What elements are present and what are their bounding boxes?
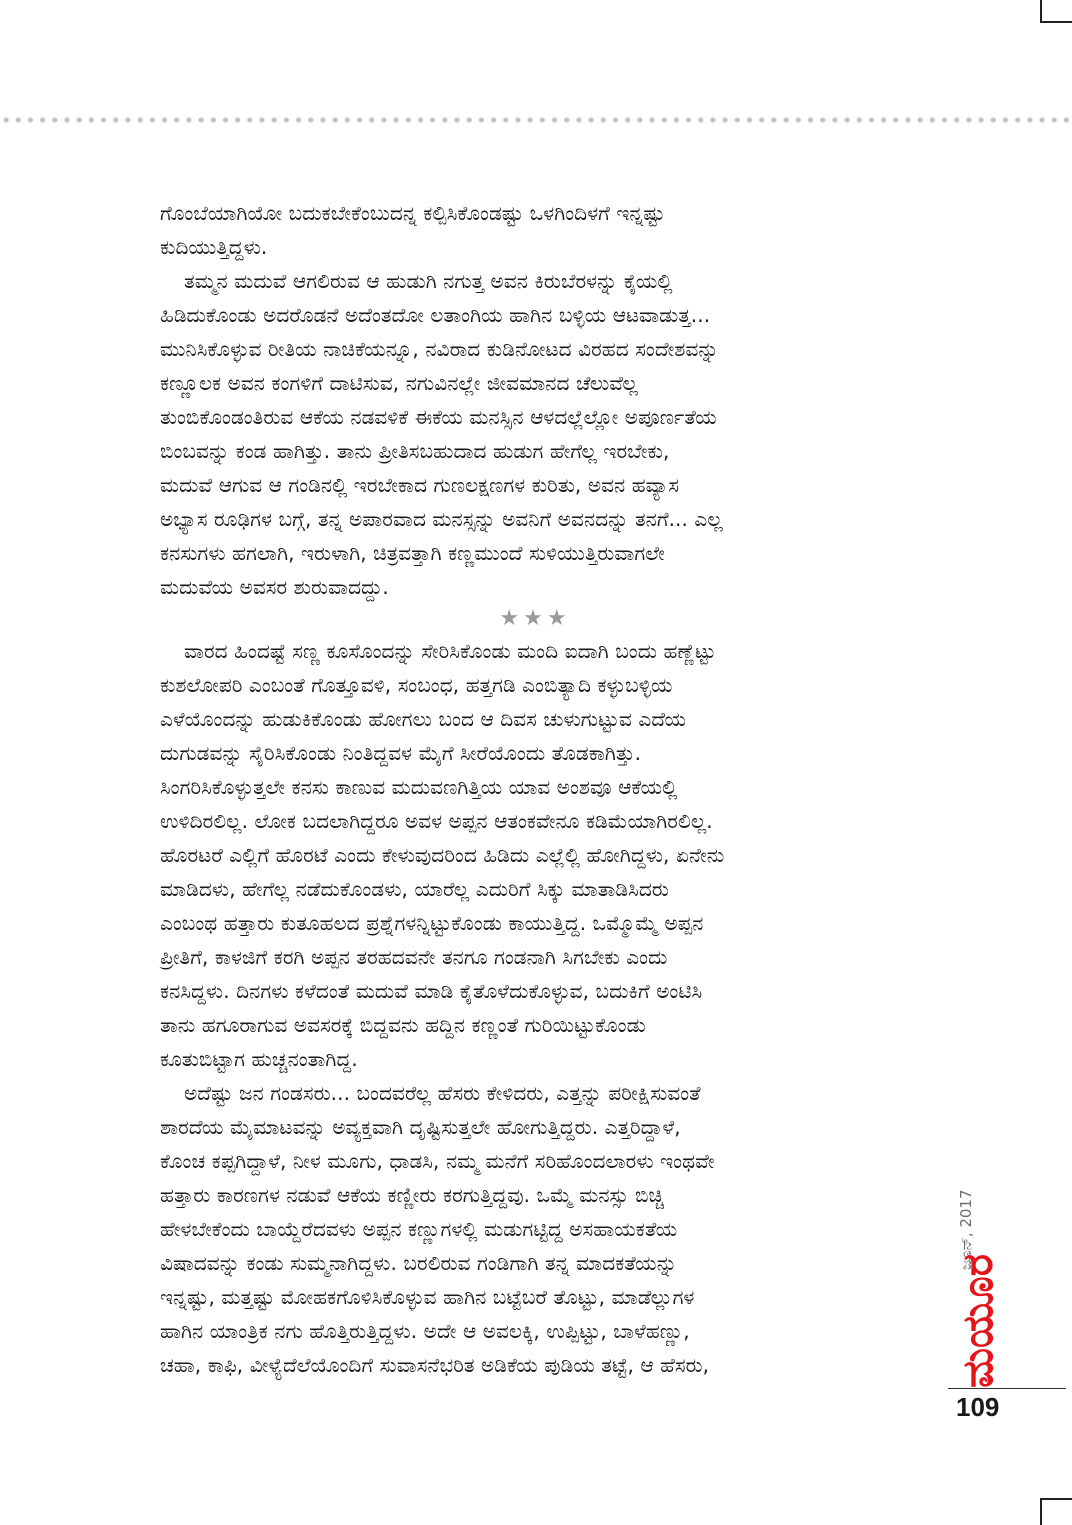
text-line: ಹಾಗಿನ ಯಾಂತ್ರಿಕ ನಗು ಹೊತ್ತಿರುತ್ತಿದ್ದಳು. ಅದೇ ಆ ಅವಲಕ್ಕಿ, ಉಪ್ಪಿಟ್ಟು, ಬಾಳೆಹಣ್ಣು,: [160, 1319, 690, 1343]
page-number-rule: [948, 1388, 1066, 1389]
text-line: ಗೊಂಬೆಯಾಗಿಯೋ ಬದುಕಬೇಕೆಂಬುದನ್ನ ಕಲ್ಪಿಸಿಕೊಂಡಷ್ಟು ಒಳಗಿಂದಿಳಗೆ ಇನ್ನಷ್ಟು: [160, 201, 665, 225]
text-line: ಹೇಳಬೇಕೆಂದು ಬಾಯ್ದೆರೆದವಳು ಅಪ್ಪನ ಕಣ್ಣುಗಳಲ್ಲಿ ಮಡುಗಟ್ಟಿದ್ದ ಅಸಹಾಯಕತೆಯ: [160, 1217, 678, 1241]
text-line: ತಾನು ಹಗೂರಾಗುವ ಅವಸರಕ್ಕೆ ಬಿದ್ದವನು ಹದ್ದಿನ ಕಣ್ಣಂತೆ ಗುರಿಯಿಟ್ಟುಕೊಂಡು: [160, 1013, 646, 1037]
text-line: ಅದೆಷ್ಟು ಜನ ಗಂಡಸರು... ಬಂದವರೆಲ್ಲ ಹೆಸರು ಕೇಳಿದರು, ಎತ್ತನ್ನು ಪರೀಕ್ಷಿಸುವಂತೆ: [184, 1081, 701, 1105]
text-line: ಅಭ್ಯಾಸ ರೂಢಿಗಳ ಬಗ್ಗೆ, ತನ್ನ ಅಪಾರವಾದ ಮನಸ್ಸನ್ನು ಅವನಿಗೆ ಅವನದನ್ನು ತನಗೆ... ಎಲ್ಲ: [160, 507, 723, 531]
text-line: ಎಳೆಯೊಂದನ್ನು ಹುಡುಕಿಕೊಂಡು ಹೋಗಲು ಬಂದ ಆ ದಿವಸ ಚುಳುಗುಟ್ಟುವ ಎದೆಯ: [160, 707, 687, 731]
issue-date: ಜೂನ್, 2017: [957, 1189, 975, 1270]
text-line: ಕೂತುಬಿಟ್ಟಾಗ ಹುಚ್ಚನಂತಾಗಿದ್ದ.: [160, 1047, 358, 1071]
crop-mark-top: [1040, 0, 1042, 22]
sidebar-masthead: [948, 1120, 1008, 1390]
text-line: ಕನಸುಗಳು ಹಗಲಾಗಿ, ಇರುಳಾಗಿ, ಚಿತ್ರವತ್ತಾಗಿ ಕಣ್ಣಮುಂದೆ ಸುಳಿಯುತ್ತಿರುವಾಗಲೇ: [160, 541, 665, 565]
dotted-divider: [0, 116, 1072, 124]
section-separator: ★★★: [499, 606, 571, 631]
article-body: [160, 196, 910, 1382]
text-line: ಮುನಿಸಿಕೊಳ್ಳುವ ರೀತಿಯ ನಾಚಿಕೆಯನ್ನೂ, ನವಿರಾದ ಕುಡಿನೋಟದ ವಿರಹದ ಸಂದೇಶವನ್ನು: [160, 337, 719, 361]
text-line: ಹೊರಟರೆ ಎಲ್ಲಿಗೆ ಹೊರಟೆ ಎಂದು ಕೇಳುವುದರಿಂದ ಹಿಡಿದು ಎಲ್ಲೆಲ್ಲಿ ಹೋಗಿದ್ದಳು, ಏನೇನು: [160, 843, 725, 867]
text-line: ಬಿಂಬವನ್ನು ಕಂಡ ಹಾಗಿತ್ತು. ತಾನು ಪ್ರೀತಿಸಬಹುದಾದ ಹುಡುಗ ಹೇಗೆಲ್ಲ ಇರಬೇಕು,: [160, 439, 670, 463]
text-line: ಕಣ್ಣೂಲಕ ಅವನ ಕಂಗಳಿಗೆ ದಾಟಿಸುವ, ನಗುವಿನಲ್ಲೇ ಜೀವಮಾನದ ಚೆಲುವೆಲ್ಲ: [160, 371, 638, 395]
text-line: ವಿಷಾದವನ್ನು ಕಂಡು ಸುಮ್ಮನಾಗಿದ್ದಳು. ಬರಲಿರುವ ಗಂಡಿಗಾಗಿ ತನ್ನ ಮಾದಕತೆಯನ್ನು: [160, 1251, 677, 1275]
text-line: ಮದುವೆಯ ಅವಸರ ಶುರುವಾದದ್ದು.: [160, 575, 389, 599]
text-line: ತುಂಬಿಕೊಂಡಂತಿರುವ ಆಕೆಯ ನಡವಳಿಕೆ ಈಕೆಯ ಮನಸ್ಸಿನ ಆಳದಲ್ಲೆಲ್ಲೋ ಅಪೂರ್ಣತೆಯ: [160, 405, 717, 429]
text-line: ಕೊಂಚ ಕಪ್ಪಗಿದ್ದಾಳೆ, ನೀಳ ಮೂಗು, ಧಾಡಸಿ, ನಮ್ಮ ಮನೆಗೆ ಸರಿಹೊಂದಲಾರಳು ಇಂಥವೇ: [160, 1149, 715, 1173]
text-line: ಇನ್ನಷ್ಟು, ಮತ್ತಷ್ಟು ಮೋಹಕಗೊಳಿಸಿಕೊಳ್ಳುವ ಹಾಗಿನ ಬಟ್ಟೆಬರೆ ತೊಟ್ಟು, ಮಾಡೆಲ್ಲುಗಳ: [160, 1285, 695, 1309]
text-line: ಸಿಂಗರಿಸಿಕೊಳ್ಳುತ್ತಲೇ ಕನಸು ಕಾಣುವ ಮದುವಣಗಿತ್ತಿಯ ಯಾವ ಅಂಶವೂ ಆಕೆಯಲ್ಲಿ: [160, 775, 678, 799]
crop-mark-top: [1040, 21, 1072, 23]
text-line: ವಾರದ ಹಿಂದಷ್ಟೆ ಸಣ್ಣ ಕೂಸೊಂದನ್ನು ಸೇರಿಸಿಕೊಂಡು ಮಂದಿ ಐದಾಗಿ ಬಂದು ಹಣ್ಣೆಟ್ಟು: [184, 639, 716, 663]
text-line: ಉಳಿದಿರಲಿಲ್ಲ. ಲೋಕ ಬದಲಾಗಿದ್ದರೂ ಅವಳ ಅಪ್ಪನ ಆತಂಕವೇನೂ ಕಡಿಮೆಯಾಗಿರಲಿಲ್ಲ.: [160, 809, 713, 833]
text-line: ಪ್ರೀತಿಗೆ, ಕಾಳಜಿಗೆ ಕರಗಿ ಅಪ್ಪನ ತರಹದವನೇ ತನಗೂ ಗಂಡನಾಗಿ ಸಿಗಬೇಕು ಎಂದು: [160, 945, 668, 969]
text-line: ಹತ್ತಾರು ಕಾರಣಗಳ ನಡುವೆ ಆಕೆಯ ಕಣ್ಣೀರು ಕರಗುತ್ತಿದ್ದವು. ಒಮ್ಮೆ ಮನಸ್ಸು ಬಿಚ್ಚಿ: [160, 1183, 665, 1207]
magazine-logo: ಮಯೂರ: [953, 1254, 1002, 1388]
text-line: ಎಂಬಂಥ ಹತ್ತಾರು ಕುತೂಹಲದ ಪ್ರಶ್ನೆಗಳನ್ನಿಟ್ಟುಕೊಂಡು ಕಾಯುತ್ತಿದ್ದ. ಒಮ್ಮೊಮ್ಮೆ ಅಪ್ಪನ: [160, 911, 704, 935]
text-line: ಹಿಡಿದುಕೊಂಡು ಅದರೊಡನೆ ಅದೆಂತದೋ ಲತಾಂಗಿಯ ಹಾಗಿನ ಬಳ್ಳಿಯ ಆಟವಾಡುತ್ತ...: [160, 303, 711, 327]
text-line: ಮದುವೆ ಆಗುವ ಆ ಗಂಡಿನಲ್ಲಿ ಇರಬೇಕಾದ ಗುಣಲಕ್ಷಣಗಳ ಕುರಿತು, ಅವನ ಹವ್ಯಾಸ: [160, 473, 680, 497]
text-line: ಶಾರದೆಯ ಮೈಮಾಟವನ್ನು ಅವ್ಯಕ್ತವಾಗಿ ದೃಷ್ಟಿಸುತ್ತಲೇ ಹೋಗುತ್ತಿದ್ದರು. ಎತ್ತರಿದ್ದಾಳೆ,: [160, 1115, 681, 1139]
text-line: ತಮ್ಮನ ಮದುವೆ ಆಗಲಿರುವ ಆ ಹುಡುಗಿ ನಗುತ್ತ ಅವನ ಕಿರುಬೆರಳನ್ನು ಕೈಯಲ್ಲಿ: [184, 269, 673, 293]
crop-mark-bottom: [1040, 1498, 1072, 1500]
page-number: 109: [956, 1392, 1000, 1422]
text-line: ಚಹಾ, ಕಾಫಿ, ವೀಳ್ಯೆದೆಲೆಯೊಂದಿಗೆ ಸುವಾಸನೆಭರಿತ ಅಡಿಕೆಯ ಪುಡಿಯ ತಟ್ಟೆ, ಆ ಹೆಸರು,: [160, 1353, 710, 1377]
crop-mark-bottom: [1040, 1498, 1042, 1525]
text-line: ಕನಸಿದ್ದಳು. ದಿನಗಳು ಕಳೆದಂತೆ ಮದುವೆ ಮಾಡಿ ಕೈತೊಳೆದುಕೊಳ್ಳುವ, ಬದುಕಿಗೆ ಅಂಟಿಸಿ: [160, 979, 703, 1003]
text-line: ಕುಶಲೋಪರಿ ಎಂಬಂತೆ ಗೊತ್ತೂವಳಿ, ಸಂಬಂಧ, ಹತ್ತಗಡಿ ಎಂಬಿತ್ಯಾದಿ ಕಳ್ಳುಬಳ್ಳಿಯ: [160, 673, 673, 697]
text-line: ದುಗುಡವನ್ನು ಸೈರಿಸಿಕೊಂಡು ನಿಂತಿದ್ದವಳ ಮೈಗೆ ಸೀರೆಯೊಂದು ತೊಡಕಾಗಿತ್ತು.: [160, 741, 642, 765]
text-line: ಕುದಿಯುತ್ತಿದ್ದಳು.: [160, 235, 268, 259]
text-line: ಮಾಡಿದಳು, ಹೇಗೆಲ್ಲ ನಡೆದುಕೊಂಡಳು, ಯಾರೆಲ್ಲ ಎದುರಿಗೆ ಸಿಕ್ಕು ಮಾತಾಡಿಸಿದರು: [160, 877, 669, 901]
